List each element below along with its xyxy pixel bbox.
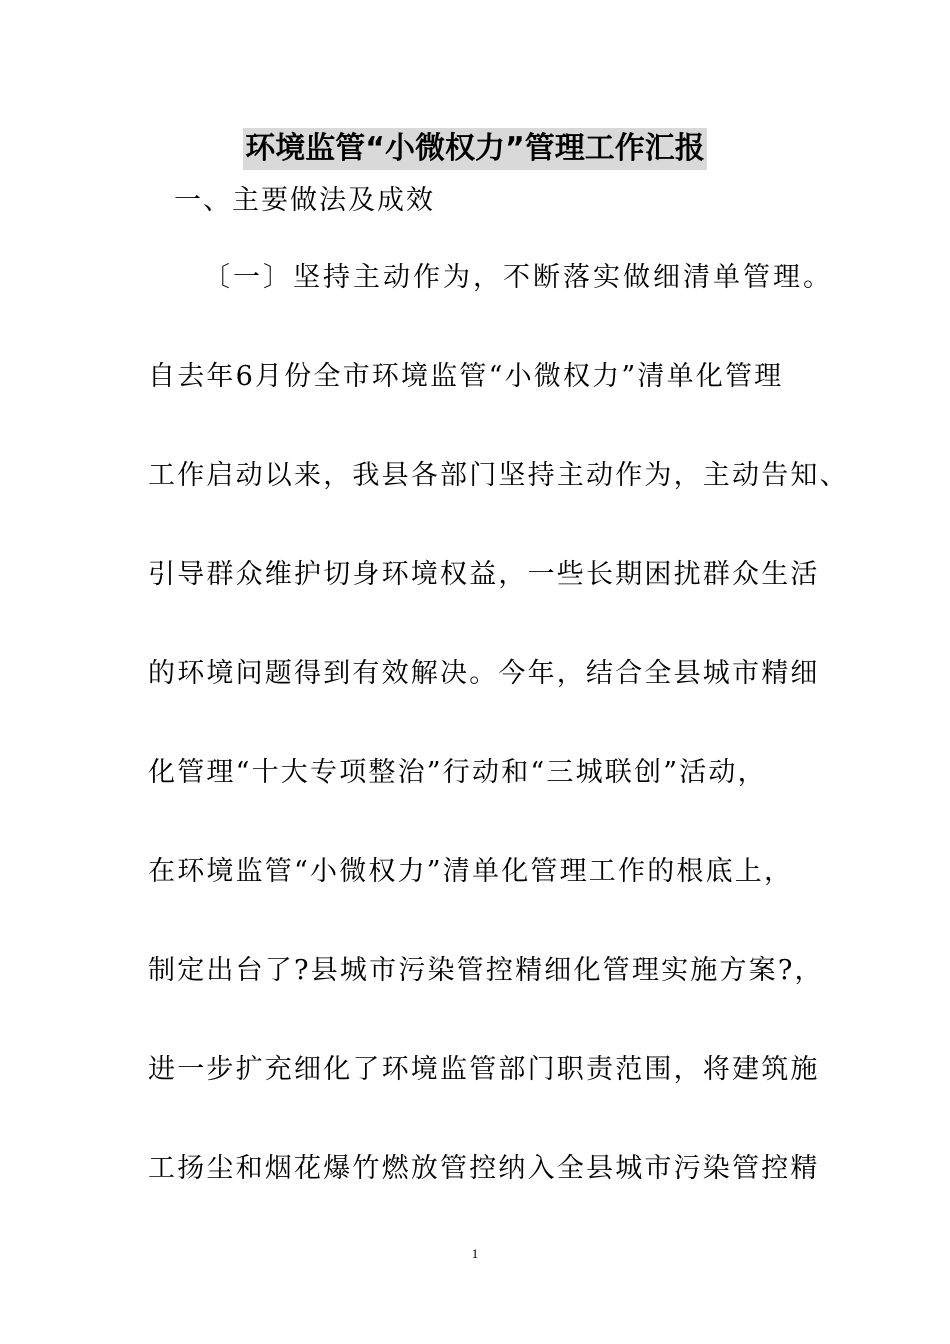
title-container bbox=[0, 128, 950, 170]
body-line: 工作启动以来，我县各部门坚持主动作为，主动告知、 bbox=[148, 460, 849, 491]
body-line: 自去年6月份全市环境监管“小微权力”清单化管理 bbox=[148, 361, 784, 392]
body-line: 引导群众维护切身环境权益，一些长期困扰群众生活 bbox=[148, 559, 820, 590]
body-line: 化管理“十大专项整治”行动和“三城联创”活动， bbox=[148, 757, 767, 788]
body-line: 进一步扩充细化了环境监管部门职责范围，将建筑施 bbox=[148, 1054, 820, 1085]
body-line: 在环境监管“小微权力”清单化管理工作的根底上， bbox=[148, 856, 794, 887]
body-line: 工扬尘和烟花爆竹燃放管控纳入全县城市污染管控精 bbox=[148, 1153, 820, 1184]
body-paragraph bbox=[148, 356, 848, 1247]
body-line: 的环境问题得到有效解决。今年，结合全县城市精细 bbox=[148, 658, 820, 689]
body-line: 制定出台了?县城市污染管控精细化管理实施方案?， bbox=[148, 955, 824, 986]
page-number: 1 bbox=[471, 1246, 479, 1261]
subsection-heading: 〔一〕坚持主动作为，不断落实做细清单管理。 bbox=[203, 262, 833, 293]
section-heading: 一、主要做法及成效 bbox=[174, 185, 435, 216]
document-title: 环境监管“小微权力”管理工作汇报 bbox=[243, 128, 706, 170]
